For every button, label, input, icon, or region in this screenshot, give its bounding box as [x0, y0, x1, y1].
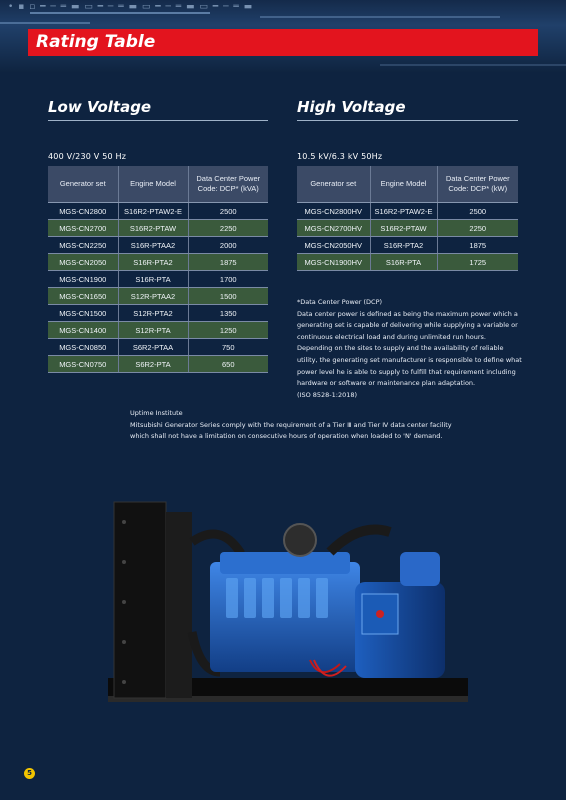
high-voltage-rule: [297, 120, 518, 121]
power-cell: 1500: [188, 288, 268, 305]
engine-model-cell: S16R2-PTAW: [370, 220, 437, 237]
generator-set-cell: MGS-CN1900: [48, 271, 118, 288]
power-cell: 2500: [437, 203, 518, 220]
dcp-note-reference: (ISO 8528-1:2018): [297, 390, 358, 399]
table-header-row: [48, 166, 268, 203]
power-cell: 1725: [437, 254, 518, 271]
engine-model-cell: S16R-PTA: [118, 271, 188, 288]
page-title-bar: [28, 29, 538, 56]
engine-model-cell: S16R2-PTAW2-E: [118, 203, 188, 220]
light-streak: [30, 12, 210, 14]
column-header: Engine Model: [370, 166, 437, 203]
power-cell: 1875: [437, 237, 518, 254]
low-voltage-heading: Low Voltage: [48, 98, 152, 116]
turbocharger: [284, 524, 316, 556]
table-row: [297, 237, 518, 254]
page-title: Rating Table: [36, 32, 156, 52]
column-header: Generator set: [297, 166, 370, 203]
dcp-note-title: *Data Center Power (DCP): [297, 298, 383, 306]
table-row: [48, 271, 268, 288]
radiator: [114, 502, 166, 698]
power-cell: 2500: [188, 203, 268, 220]
dcp-note-body: Data center power is defined as being the maximum power which a generating set is capable of delivering while supplying a variable or continuous electrical load and during unlimited run hours. Depending on the sites to supply and the availability of reliable utility, the generating set manufacturer is responsible to define what power level he is able to supply to fulfill that requirement including hardware or software or maintenance plan adaptation.: [297, 309, 522, 388]
engine-model-cell: S16R-PTA2: [370, 237, 437, 254]
power-cell: 650: [188, 356, 268, 373]
table-row: [297, 220, 518, 237]
uptime-note: [130, 408, 460, 443]
column-header: Data Center Power Code: DCP* (kVA): [188, 166, 268, 203]
light-streak: [260, 16, 500, 18]
table-row: [48, 339, 268, 356]
table-row: [48, 322, 268, 339]
table-row: [297, 254, 518, 271]
page-number: 5: [24, 768, 35, 779]
engine-model-cell: S16R2-PTAW: [118, 220, 188, 237]
engine-model-cell: S16R-PTA: [370, 254, 437, 271]
power-cell: 1875: [188, 254, 268, 271]
power-cell: 1350: [188, 305, 268, 322]
table-row: [48, 356, 268, 373]
uptime-body: Mitsubishi Generator Series comply with the requirement of a Tier Ⅲ and Tier Ⅳ data center facility which shall not have a limitation on consecutive hours of operation when loaded to 'N' demand.: [130, 420, 452, 441]
column-header: Data Center Power Code: DCP* (kW): [437, 166, 518, 203]
light-streak: [380, 64, 566, 66]
light-streak: [0, 22, 90, 24]
low-voltage-spec: 400 V/230 V 50 Hz: [48, 152, 127, 161]
table-row: [297, 203, 518, 220]
high-voltage-table: [297, 166, 518, 271]
generator-set-cell: MGS-CN0850: [48, 339, 118, 356]
generator-set-cell: MGS-CN2050HV: [297, 237, 370, 254]
power-cell: 2250: [437, 220, 518, 237]
engine-model-cell: S12R-PTA: [118, 322, 188, 339]
low-voltage-table: [48, 166, 268, 373]
engine-model-cell: S16R2-PTAW2-E: [370, 203, 437, 220]
generator-set-cell: MGS-CN0750: [48, 356, 118, 373]
low-voltage-rule: [48, 120, 268, 121]
generator-set-image: [100, 482, 480, 722]
column-header: Engine Model: [118, 166, 188, 203]
generator-set-cell: MGS-CN1900HV: [297, 254, 370, 271]
table-row: [48, 305, 268, 322]
generator-set-cell: MGS-CN2050: [48, 254, 118, 271]
banner-texture: • ▪ ▫ ━ ─ ═ ▬ ▭ ━ ─ ═ ▬ ▭ ━ ─ ═ ▬ ▭ ━ ─ ═ ▬: [8, 2, 254, 12]
generator-set-cell: MGS-CN2800HV: [297, 203, 370, 220]
table-row: [48, 237, 268, 254]
table-header-row: [297, 166, 518, 203]
power-cell: 1250: [188, 322, 268, 339]
engine-model-cell: S6R2-PTAA: [118, 339, 188, 356]
power-cell: 2250: [188, 220, 268, 237]
generator-set-cell: MGS-CN2250: [48, 237, 118, 254]
engine-model-cell: S12R-PTA2: [118, 305, 188, 322]
engine-model-cell: S6R2-PTA: [118, 356, 188, 373]
generator-set-cell: MGS-CN2700HV: [297, 220, 370, 237]
generator-set-cell: MGS-CN2800: [48, 203, 118, 220]
generator-set-cell: MGS-CN1400: [48, 322, 118, 339]
engine-model-cell: S12R-PTAA2: [118, 288, 188, 305]
uptime-title: Uptime Institute: [130, 409, 183, 417]
table-row: [48, 254, 268, 271]
generator-set-cell: MGS-CN2700: [48, 220, 118, 237]
table-row: [48, 220, 268, 237]
dcp-note: [297, 297, 522, 401]
high-voltage-spec: 10.5 kV/6.3 kV 50Hz: [297, 152, 383, 161]
engine-model-cell: S16R-PTA2: [118, 254, 188, 271]
power-cell: 1700: [188, 271, 268, 288]
generator-set-cell: MGS-CN1650: [48, 288, 118, 305]
column-header: Generator set: [48, 166, 118, 203]
high-voltage-heading: High Voltage: [297, 98, 406, 116]
table-row: [48, 288, 268, 305]
power-cell: 750: [188, 339, 268, 356]
engine-model-cell: S16R-PTAA2: [118, 237, 188, 254]
table-row: [48, 203, 268, 220]
generator-set-cell: MGS-CN1500: [48, 305, 118, 322]
power-cell: 2000: [188, 237, 268, 254]
